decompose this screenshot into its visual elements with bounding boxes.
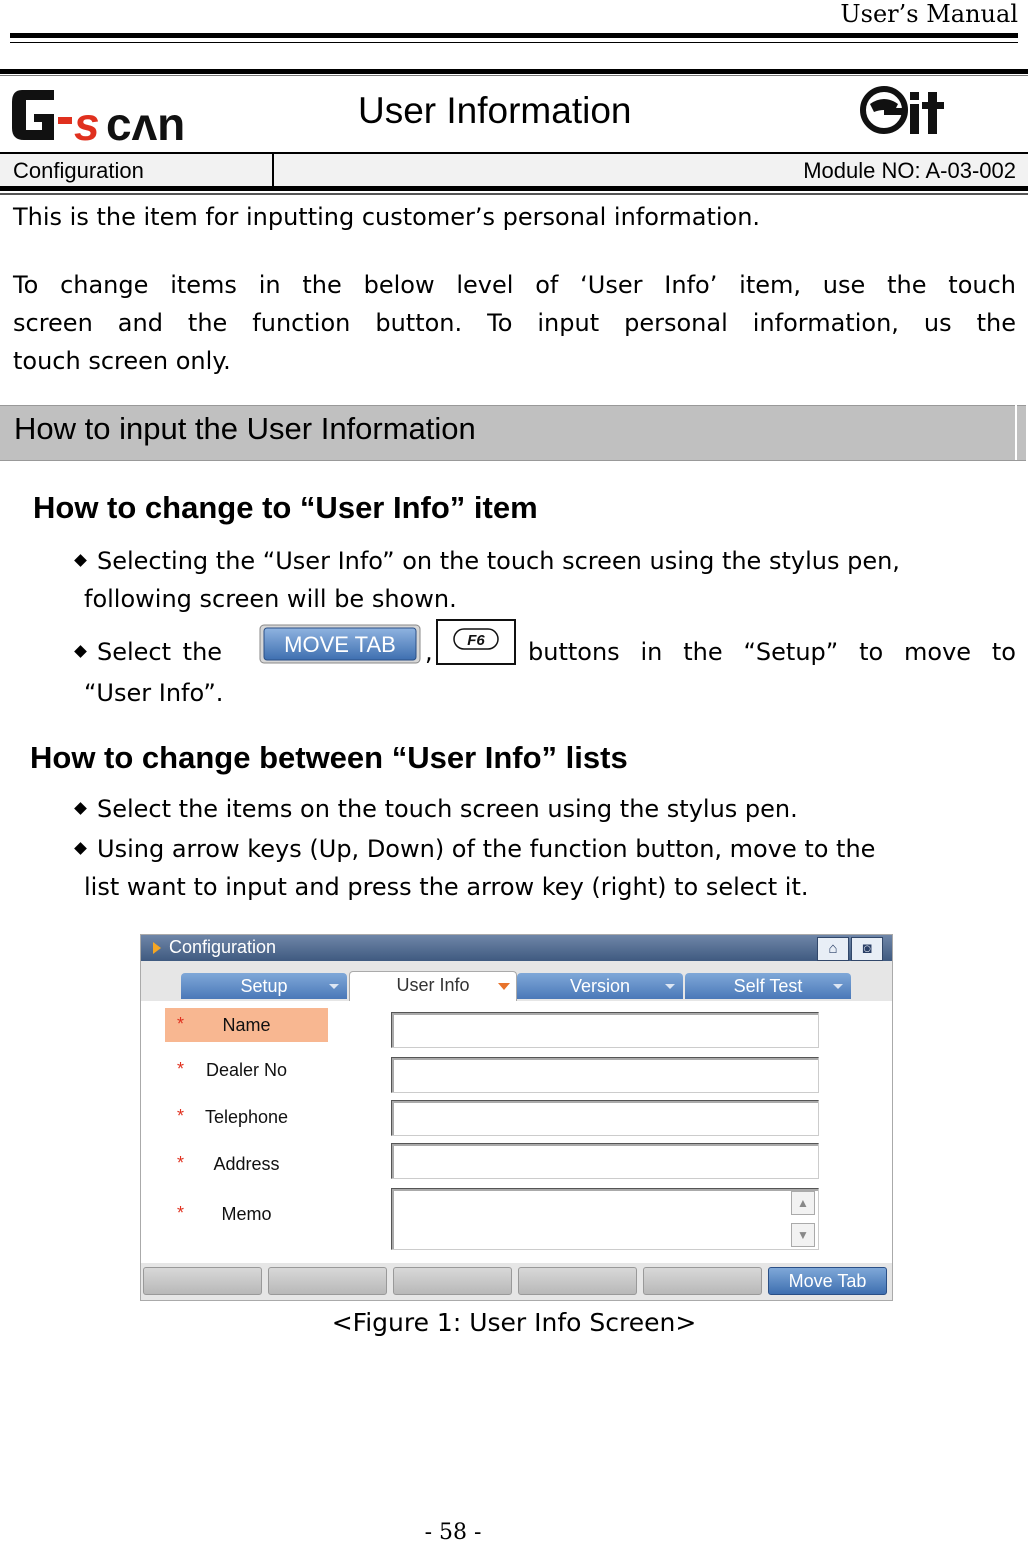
sub1-bullet-1-cont: following screen will be shown.	[84, 585, 457, 613]
function-button-2[interactable]	[268, 1267, 387, 1295]
title-block-separator	[272, 154, 274, 186]
user-info-screenshot	[140, 934, 893, 1301]
home-icon[interactable]: ⌂	[817, 937, 849, 961]
header-rule-thin	[10, 42, 1018, 43]
figure-caption: <Figure 1: User Info Screen>	[331, 1308, 697, 1337]
bullet-diamond-icon	[74, 645, 87, 658]
section-header-bar-edge	[1015, 405, 1017, 460]
module-number: Module NO: A-03-002	[803, 158, 1016, 183]
bullet-diamond-icon	[74, 802, 87, 815]
chevron-down-icon	[329, 984, 339, 989]
required-mark: *	[177, 1153, 185, 1173]
f6-label: F6	[467, 632, 485, 649]
address-input[interactable]	[391, 1143, 819, 1179]
field-label-telephone[interactable]: Telephone	[204, 1107, 289, 1127]
move-tab-button[interactable]	[259, 624, 421, 664]
window-title: Configuration	[169, 937, 277, 957]
field-label-memo[interactable]: Memo	[221, 1204, 272, 1224]
sub1-bullet-1	[72, 542, 1028, 580]
header-rule-thick	[10, 33, 1018, 38]
move-tab-label: MOVE TAB	[284, 632, 396, 657]
scroll-down-icon[interactable]: ▼	[791, 1223, 815, 1247]
required-mark: *	[177, 1014, 185, 1034]
tab-label: Setup	[240, 976, 288, 996]
tab-user-info[interactable]	[349, 971, 517, 1002]
chevron-down-icon	[498, 983, 510, 990]
sub1-bullet-2-post: buttons in the “Setup” to move to	[528, 638, 1016, 666]
svg-text:s: s	[74, 98, 100, 146]
f6-function-button[interactable]	[436, 619, 516, 665]
tab-label: Self Test	[733, 976, 803, 996]
tab-setup[interactable]	[181, 973, 347, 999]
sub2-bullet-1-text: Select the items on the touch screen using the stylus pen.	[97, 795, 798, 823]
tab-label: Version	[569, 976, 631, 996]
camera-icon[interactable]: ◙	[851, 937, 883, 961]
memo-textarea[interactable]	[391, 1188, 819, 1250]
function-button-5[interactable]	[643, 1267, 762, 1295]
intro-para-line-3: touch screen only.	[13, 347, 231, 375]
subheading-change-to-user-info: How to change to “User Info” item	[33, 490, 538, 525]
running-header-title: User’s Manual	[840, 0, 1018, 28]
user-info-form	[141, 1001, 892, 1263]
function-button-3[interactable]	[393, 1267, 512, 1295]
required-mark: *	[177, 1059, 185, 1079]
sub2-bullet-2-text: Using arrow keys (Up, Down) of the function button, move to the	[97, 835, 876, 863]
required-mark: *	[177, 1106, 185, 1126]
tab-label: User Info	[396, 975, 470, 995]
required-mark: *	[177, 1203, 185, 1223]
git-logo	[860, 84, 960, 140]
name-input[interactable]	[391, 1012, 819, 1048]
category-label: Configuration	[13, 158, 144, 183]
sub1-bullet-2-cont: “User Info”.	[84, 679, 224, 707]
page-title: User Information	[358, 90, 632, 131]
sub2-bullet-2-cont: list want to input and press the arrow key (right) to select it.	[84, 873, 809, 901]
bullet-diamond-icon	[74, 554, 87, 567]
title-block-top-rule	[0, 69, 1028, 74]
subheading-change-between-lists: How to change between “User Info” lists	[30, 740, 628, 775]
window-titlebar	[141, 935, 892, 961]
sub1-bullet-2-comma: ,	[425, 638, 433, 666]
gscan-logo	[10, 80, 202, 146]
field-label-name[interactable]: Name	[165, 1008, 328, 1042]
chevron-down-icon	[833, 984, 843, 989]
page-number: - 58 -	[424, 1520, 482, 1545]
sub1-bullet-2-pre: Select the	[97, 638, 223, 666]
tab-version[interactable]	[517, 973, 683, 999]
dealer-no-input[interactable]	[391, 1057, 819, 1093]
svg-text:cʌn: cʌn	[106, 98, 186, 146]
intro-para-line-2: screen and the function button. To input personal information, us the	[13, 309, 1016, 337]
title-block-top-rule-thin	[0, 75, 1028, 76]
title-block-bottom-rule	[0, 186, 1028, 191]
chevron-down-icon	[665, 984, 675, 989]
intro-line-1: This is the item for inputting customer’s personal information.	[13, 203, 761, 231]
function-button-1[interactable]	[143, 1267, 262, 1295]
bullet-diamond-icon	[74, 842, 87, 855]
move-tab-footer-button[interactable]: Move Tab	[768, 1267, 887, 1295]
play-arrow-icon	[153, 942, 161, 954]
sub2-bullet-2	[72, 830, 1016, 868]
function-button-4[interactable]	[518, 1267, 637, 1295]
tab-self-test[interactable]	[685, 973, 851, 999]
scroll-up-icon[interactable]: ▲	[791, 1191, 815, 1215]
section-title: How to input the User Information	[14, 411, 476, 446]
field-label-address[interactable]: Address	[213, 1154, 280, 1174]
intro-para-line-1: To change items in the below level of ‘User Info’ item, use the touch	[13, 271, 1016, 299]
sub2-bullet-1	[72, 790, 798, 828]
field-label-dealer-no[interactable]: Dealer No	[205, 1060, 288, 1080]
title-block-bottom-rule-thin	[0, 193, 1028, 195]
sub1-bullet-1-text: Selecting the “User Info” on the touch screen using the stylus pen,	[97, 547, 900, 575]
telephone-input[interactable]	[391, 1100, 819, 1136]
